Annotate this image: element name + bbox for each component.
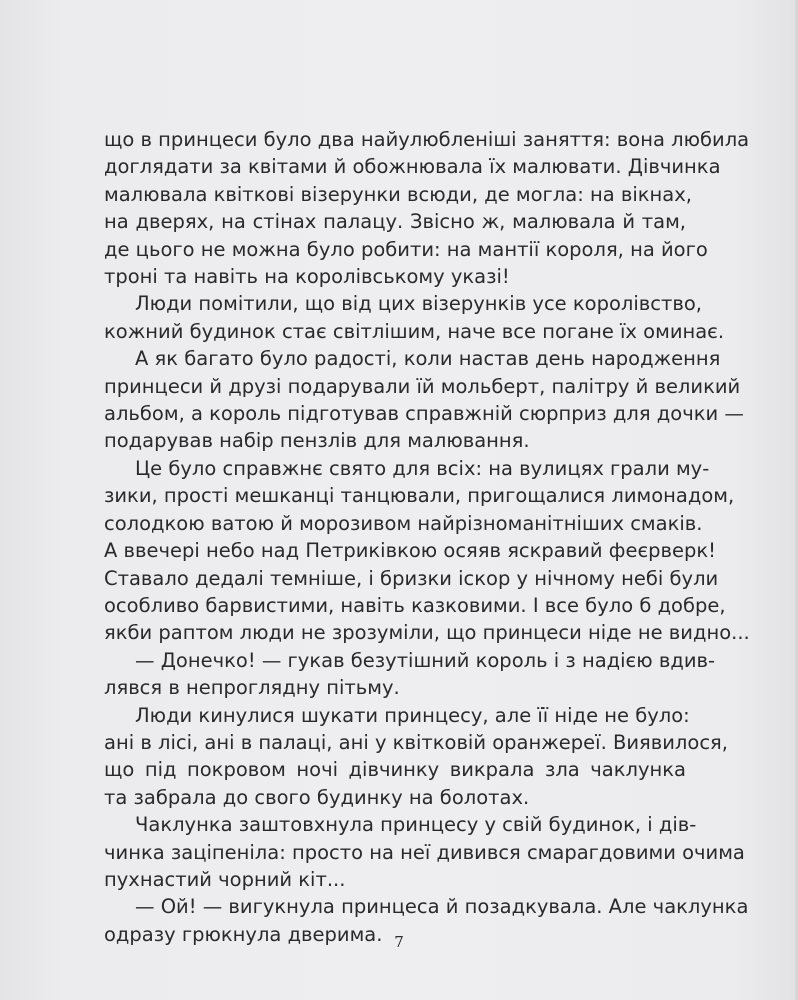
text-line: — Донечко! — гукав безутішний король і з надією вдив-: [135, 648, 716, 672]
text-line: принцеси й друзі подарували їй мольберт, палітру й великий: [104, 374, 741, 398]
text-line: ані в лісі, ані в палаці, ані у квітковій оранжереї. Виявилося,: [104, 730, 728, 754]
paragraph: [104, 811, 745, 893]
paragraph: [104, 290, 725, 345]
paragraph: [104, 345, 744, 455]
paragraph: [104, 455, 750, 647]
text-line: якби раптом люди не зрозуміли, що принцеси ніде не видно...: [104, 621, 750, 645]
text-line: зики, прості мешканці танцювали, пригощалися лимонадом,: [104, 484, 735, 508]
text-line: пухнастий чорний кіт...: [104, 867, 346, 891]
text-line: чинка заціпеніла: просто на неї дивився смарагдовими очима: [104, 840, 745, 864]
text-line: Чаклунка заштовхнула принцесу у свій будинок, і дів-: [135, 813, 697, 837]
text-line: одразу грюкнула дверима.: [104, 922, 383, 946]
text-line: Ставало дедалі темніше, і бризки іскор у нічному небі були: [104, 566, 719, 590]
text-line: — Ой! — вигукнула принцеса й позадкувала. Але чаклунка: [135, 895, 749, 919]
text-line: подарував набір пензлів для малювання.: [104, 429, 530, 453]
text-line: що під покровом ночі дівчинку викрала зла чаклунка: [104, 758, 686, 782]
text-line: солодкою ватою й морозивом найрізноманітніших смаків.: [104, 511, 703, 535]
story-text: [104, 126, 750, 948]
text-line: де цього не можна було робити: на мантії короля, на його: [104, 237, 708, 261]
text-line: особливо барвистими, навіть казковими. І все було б добре,: [104, 593, 726, 617]
text-line: на дверях, на стінах палацу. Звісно ж, малювала й там,: [104, 210, 686, 234]
text-line: Люди кинулися шукати принцесу, але її ніде не було:: [135, 703, 690, 727]
text-line: альбом, а король підготував справжній сюрприз для дочки —: [104, 402, 744, 426]
text-line: Люди помітили, що від цих візерунків усе королівство,: [135, 292, 702, 316]
text-line: А як багато було радості, коли настав день народження: [135, 347, 721, 371]
paragraph: [104, 126, 750, 290]
text-line: А ввечері небо над Петриківкою осяяв яскравий феєрверк!: [104, 539, 717, 563]
text-line: троні та навіть на королівському указі!: [104, 265, 510, 289]
page-number: 7: [394, 933, 404, 951]
text-line: малювала квіткові візерунки всюди, де могла: на вікнах,: [104, 182, 692, 206]
text-line: Це було справжнє свято для всіх: на вулицях грали му-: [135, 456, 710, 480]
text-line: кожний будинок стає світлішим, наче все погане їх оминає.: [104, 319, 725, 343]
text-line: та забрала до свого будинку на болотах.: [104, 785, 530, 809]
paragraph: [104, 702, 728, 812]
text-line: доглядати за квітами й обожнювала їх малювати. Дівчинка: [104, 155, 721, 179]
text-line: що в принцеси було два найулюбленіші заняття: вона любила: [104, 128, 750, 151]
text-line: лявся в непроглядну пітьму.: [104, 676, 400, 700]
paragraph: [104, 647, 716, 702]
